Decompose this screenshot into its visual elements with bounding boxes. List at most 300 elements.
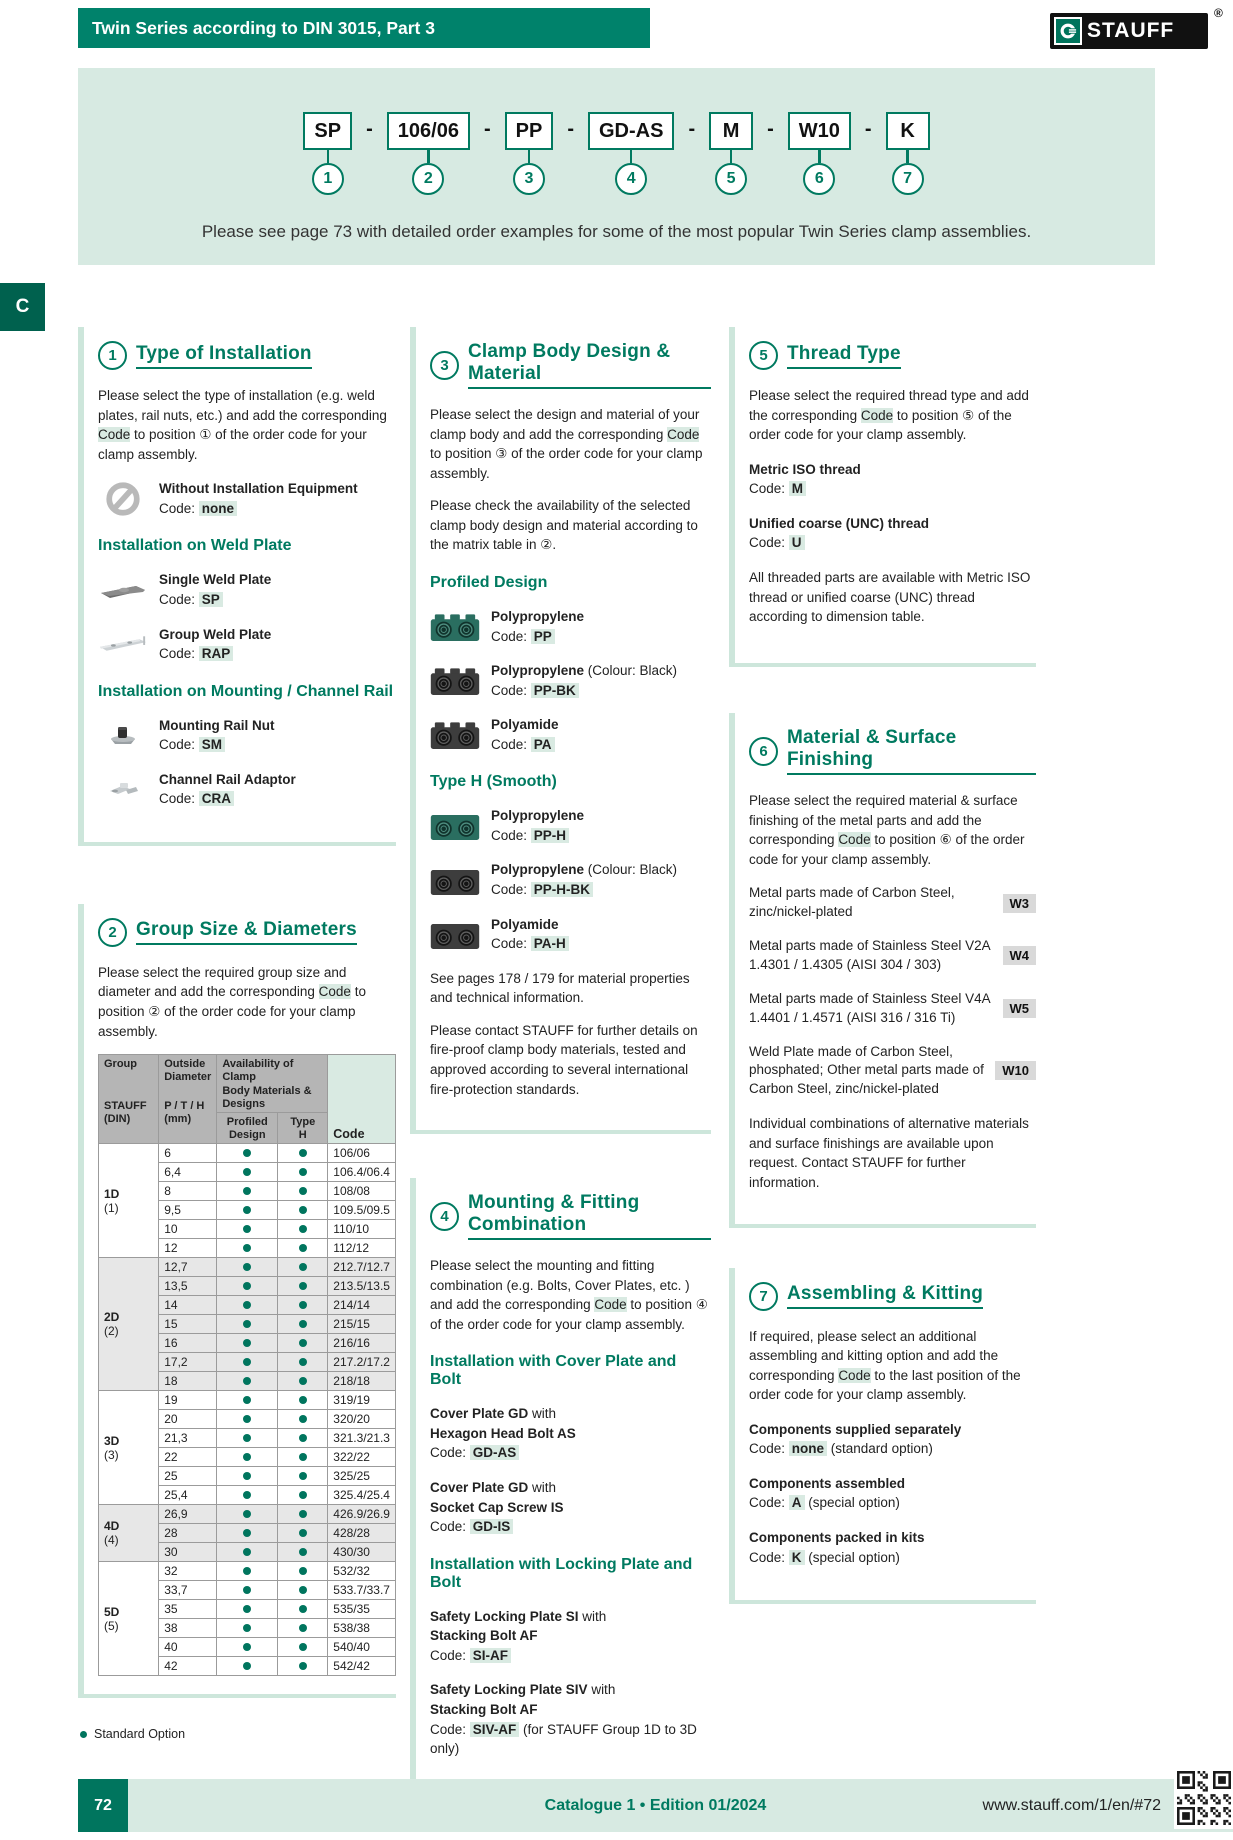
item-text <box>749 514 929 553</box>
availability-dot <box>243 1662 251 1670</box>
code-cell: 213.5/13.5 <box>328 1277 396 1296</box>
item-code-line: Code: RAP <box>159 644 271 664</box>
item-name-bold: Channel Rail Adaptor <box>159 771 296 787</box>
page-title: Twin Series according to DIN 3015, Part 3 <box>92 18 435 38</box>
order-code-box: GD-AS <box>588 112 674 150</box>
standard-option-legend <box>80 1727 185 1741</box>
material-description: Metal parts made of Stainless Steel V2A 1.4301 / 1.4305 (AISI 304 / 303) <box>749 938 990 972</box>
order-code-stem <box>327 150 330 163</box>
diameter-cell: 17,2 <box>159 1353 217 1372</box>
table-row <box>99 1505 396 1524</box>
availability-dot <box>299 1662 307 1670</box>
code-cell: 535/35 <box>328 1600 396 1619</box>
group-weld-plate-icon <box>98 634 148 654</box>
item-code-line: Code: PP-H-BK <box>491 880 677 900</box>
diameter-cell: 35 <box>159 1600 217 1619</box>
availability-dot <box>299 1567 307 1575</box>
code-word-highlight: Code <box>860 407 894 423</box>
chapter-tab: C <box>0 283 45 331</box>
paragraph: Individual combinations of alternative materials and surface finishings are available upon request. Contact STAUFF for further information. <box>749 1116 1029 1190</box>
code-word-highlight: Code <box>838 1367 871 1383</box>
paragraph: Please select the required group size and diameter and add the corresponding Code to position ② of the order code for your clamp assembly. <box>98 964 366 1039</box>
section-body <box>749 791 1036 1193</box>
section-body <box>749 386 1036 627</box>
diameter-cell: 32 <box>159 1562 217 1581</box>
profiled-availability-cell <box>217 1220 278 1239</box>
type-h-availability-cell <box>278 1353 328 1372</box>
item-name <box>491 806 584 826</box>
item-code: CRA <box>199 791 234 806</box>
item-code: M <box>789 481 806 496</box>
item-name <box>159 570 271 590</box>
code-word-highlight: Code <box>318 984 351 1000</box>
column-3 <box>729 327 1036 1604</box>
availability-dot <box>243 1491 251 1499</box>
order-code-separator: - <box>567 118 574 140</box>
item-code-line: Code: PA <box>491 735 559 755</box>
paragraph: If required, please select an additional assembling and kitting option and add the corresponding Code to the last position of the order code for your clamp assembly. <box>749 1328 1021 1403</box>
item-text <box>159 770 296 809</box>
availability-dot <box>299 1643 307 1651</box>
subheading: Profiled Design <box>430 573 548 591</box>
order-code-box: SP <box>303 112 352 150</box>
code-cell: 540/40 <box>328 1638 396 1657</box>
availability-dot <box>299 1510 307 1518</box>
profiled-availability-cell <box>217 1296 278 1315</box>
table-row <box>99 1144 396 1163</box>
diameter-cell: 8 <box>159 1182 217 1201</box>
profiled-availability-cell <box>217 1657 278 1676</box>
clamp-green-smooth-icon <box>430 809 480 842</box>
section-title: Type of Installation <box>136 343 312 369</box>
availability-dot <box>299 1586 307 1594</box>
diameter-cell: 12,7 <box>159 1258 217 1277</box>
profiled-availability-cell <box>217 1334 278 1353</box>
section-title: Clamp Body Design & Material <box>468 341 711 389</box>
header-group: Group STAUFF (DIN) <box>99 1055 159 1144</box>
legend-label: Standard Option <box>94 1727 186 1741</box>
item-code: RAP <box>199 646 234 661</box>
stauff-logo-icon <box>1054 17 1082 45</box>
code-cell: 428/28 <box>328 1524 396 1543</box>
item-text <box>749 460 861 499</box>
item-code-line: Code: PP-BK <box>491 681 677 701</box>
diameter-cell: 33,7 <box>159 1581 217 1600</box>
diameter-cell: 9,5 <box>159 1201 217 1220</box>
order-code-stem <box>427 150 430 163</box>
diameter-cell: 12 <box>159 1239 217 1258</box>
item-name: Polypropylene (Colour: Black) <box>491 862 678 878</box>
section-number-icon: 7 <box>749 1282 778 1311</box>
availability-dot <box>243 1624 251 1632</box>
item-text <box>159 625 271 664</box>
availability-dot <box>299 1149 307 1157</box>
stauff-logo <box>1050 13 1208 49</box>
availability-dot <box>299 1605 307 1613</box>
header-outside-diameter: Outside Diameter P / T / H (mm) <box>159 1055 217 1144</box>
item-code: SM <box>199 737 225 752</box>
item-code: SIV-AF <box>470 1722 520 1737</box>
availability-dot <box>243 1453 251 1461</box>
material-finishing-row <box>749 1043 1036 1100</box>
item-code-line: Code: GD-IS <box>430 1517 564 1537</box>
paragraph: Please select the design and material of your clamp body and add the corresponding Code to position ③ of the order code for your clamp assembly. <box>430 407 703 481</box>
diameter-cell: 15 <box>159 1315 217 1334</box>
item-name: Cover Plate GD with <box>430 1406 557 1422</box>
catalog-item <box>98 770 396 809</box>
diameter-cell: 18 <box>159 1372 217 1391</box>
profiled-availability-cell <box>217 1258 278 1277</box>
section-title: Group Size & Diameters <box>136 919 357 945</box>
availability-dot <box>243 1529 251 1537</box>
paragraph: Please select the required material & surface finishing of the metal parts and add the corresponding Code to position ⑥ of the order code for your clamp assembly. <box>749 793 1025 867</box>
item-code-line: Code: none <box>159 499 358 519</box>
order-code-segment <box>788 112 851 195</box>
type-h-availability-cell <box>278 1448 328 1467</box>
code-cell: 321.3/21.3 <box>328 1429 396 1448</box>
availability-dot <box>243 1548 251 1556</box>
clamp-black-smooth-icon <box>430 864 480 897</box>
order-code-stem <box>730 150 733 163</box>
profiled-availability-cell <box>217 1315 278 1334</box>
material-description: Weld Plate made of Carbon Steel, phosphated; Other metal parts made of Carbon Steel, zinc/nickel-plated <box>749 1043 984 1097</box>
section-number-icon: 2 <box>98 918 127 947</box>
profiled-availability-cell <box>217 1163 278 1182</box>
code-cell: 325.4/25.4 <box>328 1486 396 1505</box>
material-description: Metal parts made of Stainless Steel V4A 1.4401 / 1.4571 (AISI 316 / 316 Ti) <box>749 990 990 1025</box>
availability-dot <box>299 1168 307 1176</box>
item-code: none <box>199 501 237 516</box>
item-text <box>159 570 271 609</box>
diameter-cell: 21,3 <box>159 1429 217 1448</box>
availability-dot <box>243 1510 251 1518</box>
code-cell: 216/16 <box>328 1334 396 1353</box>
type-h-availability-cell <box>278 1220 328 1239</box>
brand-name: STAUFF <box>1087 19 1175 42</box>
section-heading <box>430 1192 711 1240</box>
item-name <box>749 514 929 534</box>
item-code-line: Code: PP <box>491 627 584 647</box>
code-cell: 106/06 <box>328 1144 396 1163</box>
item-name <box>430 1498 564 1518</box>
section-clamp-body-design-material <box>410 327 711 1134</box>
profiled-availability-cell <box>217 1429 278 1448</box>
type-h-availability-cell <box>278 1391 328 1410</box>
item-name <box>749 1474 905 1494</box>
order-code-separator: - <box>767 118 774 140</box>
type-h-availability-cell <box>278 1334 328 1353</box>
profiled-availability-cell <box>217 1391 278 1410</box>
profiled-availability-cell <box>217 1600 278 1619</box>
subheading: Installation on Weld Plate <box>98 537 292 555</box>
item-code: PA <box>531 737 555 752</box>
item-text <box>749 1420 961 1459</box>
item-code-note: (special option) <box>804 1549 900 1565</box>
type-h-availability-cell <box>278 1182 328 1201</box>
material-finishing-row <box>749 884 1036 922</box>
item-code-line: Code: none (standard option) <box>749 1441 933 1457</box>
catalog-item <box>430 1607 711 1666</box>
availability-dot <box>299 1358 307 1366</box>
section-number-icon: 5 <box>749 341 778 370</box>
diameter-cell: 6,4 <box>159 1163 217 1182</box>
type-h-availability-cell <box>278 1638 328 1657</box>
order-code-separator: - <box>483 118 491 140</box>
section-assembling-kitting <box>729 1268 1036 1605</box>
item-code-line: Code: M <box>749 479 861 499</box>
order-code-position-circle: 2 <box>412 163 444 195</box>
section-heading <box>98 341 396 370</box>
item-name: Polypropylene (Colour: Black) <box>491 663 678 679</box>
paragraph: Please check the availability of the selected clamp body design and material according to the matrix table in ②. <box>430 498 698 553</box>
catalog-item <box>98 625 396 664</box>
order-code-separator: - <box>366 118 373 140</box>
item-code-line: Code: GD-AS <box>430 1443 576 1463</box>
material-description: Metal parts made of Carbon Steel, zinc/nickel-plated <box>749 885 955 920</box>
diameter-cell: 10 <box>159 1220 217 1239</box>
column-2 <box>410 327 711 1796</box>
section-number-icon: 1 <box>98 341 127 370</box>
code-cell: 322/22 <box>328 1448 396 1467</box>
availability-dot <box>299 1339 307 1347</box>
availability-dot <box>243 1434 251 1442</box>
availability-dot <box>299 1472 307 1480</box>
type-h-availability-cell <box>278 1619 328 1638</box>
item-text <box>430 1404 576 1463</box>
item-code: PP-H-BK <box>531 882 593 897</box>
group-cell: 2D (2) <box>99 1258 159 1391</box>
order-code-position-circle: 4 <box>615 163 647 195</box>
code-cell: 532/32 <box>328 1562 396 1581</box>
availability-dot <box>243 1263 251 1271</box>
channel-rail-adaptor-icon <box>98 778 148 800</box>
item-name <box>159 770 296 790</box>
diameter-cell: 13,5 <box>159 1277 217 1296</box>
qr-code <box>1174 1767 1233 1829</box>
section-body <box>749 1327 1036 1568</box>
availability-dot <box>299 1548 307 1556</box>
paragraph: Please select the mounting and fitting combination (e.g. Bolts, Cover Plates, etc. ) and add the corresponding Code to position ④ of the order code for your clamp assembly. <box>430 1258 708 1332</box>
item-name <box>491 915 569 935</box>
item-name-bold: Cover Plate GD <box>430 1480 529 1495</box>
order-code-box: 106/06 <box>387 112 470 150</box>
profiled-availability-cell <box>217 1467 278 1486</box>
availability-dot <box>299 1187 307 1195</box>
registered-trademark: ® <box>1214 6 1223 20</box>
code-cell: 542/42 <box>328 1657 396 1676</box>
diameter-cell: 16 <box>159 1334 217 1353</box>
catalog-item <box>98 716 396 755</box>
catalog-item <box>430 1404 711 1463</box>
item-name-bold: Metric ISO thread <box>749 461 861 477</box>
availability-dot <box>243 1643 251 1651</box>
section-heading <box>749 341 1036 370</box>
item-code: GD-IS <box>470 1519 514 1534</box>
section-heading <box>749 727 1036 775</box>
catalog-item <box>749 1474 1036 1513</box>
code-cell: 426.9/26.9 <box>328 1505 396 1524</box>
item-name-bold: Components packed in kits <box>749 1530 925 1546</box>
paragraph: Please select the type of installation (e.g. weld plates, rail nuts, etc.) and add the corresponding Code to position ① of the order code for your clamp assembly. <box>98 388 387 462</box>
item-text <box>491 661 677 700</box>
order-code-segment <box>303 112 352 195</box>
item-code: PA-H <box>531 936 569 951</box>
type-h-availability-cell <box>278 1163 328 1182</box>
availability-dot <box>299 1377 307 1385</box>
code-cell: 319/19 <box>328 1391 396 1410</box>
item-code: PP <box>531 629 555 644</box>
type-h-availability-cell <box>278 1486 328 1505</box>
section-material-surface-finishing <box>729 713 1036 1228</box>
type-h-availability-cell <box>278 1543 328 1562</box>
item-name <box>491 715 559 735</box>
item-code-line: Code: SI-AF <box>430 1646 606 1666</box>
availability-dot <box>243 1339 251 1347</box>
type-h-availability-cell <box>278 1657 328 1676</box>
catalog-item <box>749 460 1036 499</box>
catalog-item <box>749 1528 1036 1567</box>
availability-dot <box>299 1320 307 1328</box>
item-name-bold: Components assembled <box>749 1475 906 1491</box>
section-number-icon: 6 <box>749 737 778 766</box>
code-cell: 109.5/09.5 <box>328 1201 396 1220</box>
item-name-bold: Polypropylene <box>491 663 585 679</box>
item-name-bold: Stacking Bolt AF <box>430 1628 538 1644</box>
availability-dot <box>299 1491 307 1499</box>
item-name-bold: Components supplied separately <box>749 1421 962 1437</box>
order-code-segment <box>709 112 753 195</box>
subheading: Installation with Cover Plate and Bolt <box>430 1353 677 1389</box>
item-name <box>749 1420 961 1440</box>
code-cell: 218/18 <box>328 1372 396 1391</box>
paragraph: All threaded parts are available with Metric ISO thread or unified coarse (UNC) thread according to dimension table. <box>749 569 1031 625</box>
item-code-note: (special option) <box>804 1495 900 1511</box>
item-code: A <box>789 1495 805 1510</box>
diameter-cell: 14 <box>159 1296 217 1315</box>
group-size-table <box>98 1054 396 1676</box>
finishing-code-badge: W5 <box>1003 999 1037 1018</box>
order-code-box: K <box>886 112 930 150</box>
item-code: PP-BK <box>531 683 579 698</box>
catalog-item <box>98 479 396 518</box>
catalogue-edition: Catalogue 1 • Edition 01/2024 <box>544 1796 767 1814</box>
clamp-black-profiled-icon <box>430 664 480 697</box>
type-h-availability-cell <box>278 1524 328 1543</box>
section-title: Assembling & Kitting <box>787 1283 983 1309</box>
profiled-availability-cell <box>217 1201 278 1220</box>
section-heading <box>430 341 711 389</box>
section-body <box>98 386 396 809</box>
section-number-icon: 3 <box>430 351 459 380</box>
profiled-availability-cell <box>217 1353 278 1372</box>
item-name <box>159 625 271 645</box>
code-cell: 112/12 <box>328 1239 396 1258</box>
availability-dot <box>243 1377 251 1385</box>
diameter-cell: 40 <box>159 1638 217 1657</box>
section-body <box>430 405 711 1099</box>
type-h-availability-cell <box>278 1410 328 1429</box>
order-code-panel <box>78 68 1155 265</box>
order-code-segment <box>886 112 930 195</box>
table-row <box>99 1258 396 1277</box>
item-name-bold: Polyamide <box>491 916 559 932</box>
profiled-availability-cell <box>217 1505 278 1524</box>
mounting-rail-nut-icon <box>98 723 148 747</box>
item-code-line: Code: PA-H <box>491 934 569 954</box>
catalog-item <box>430 1680 711 1758</box>
profiled-availability-cell <box>217 1581 278 1600</box>
section-group-size-diameters <box>78 904 396 1698</box>
clamp-black-profiled-icon <box>430 718 480 751</box>
item-name-bold: Cover Plate GD <box>430 1406 529 1422</box>
availability-dot <box>299 1282 307 1290</box>
item-name-bold: Safety Locking Plate SI <box>430 1608 579 1624</box>
code-cell: 106.4/06.4 <box>328 1163 396 1182</box>
table-row <box>99 1391 396 1410</box>
no-installation-icon <box>98 480 148 518</box>
type-h-availability-cell <box>278 1600 328 1619</box>
group-cell: 5D (5) <box>99 1562 159 1676</box>
availability-dot <box>243 1225 251 1233</box>
subheading: Installation on Mounting / Channel Rail <box>98 682 394 700</box>
item-text <box>430 1607 606 1666</box>
item-code: U <box>789 535 805 550</box>
type-h-availability-cell <box>278 1505 328 1524</box>
catalog-item <box>749 514 1036 553</box>
item-text <box>430 1680 711 1758</box>
availability-dot <box>243 1472 251 1480</box>
item-name <box>159 716 274 736</box>
profiled-availability-cell <box>217 1448 278 1467</box>
diameter-cell: 25,4 <box>159 1486 217 1505</box>
order-code-position-circle: 6 <box>803 163 835 195</box>
type-h-availability-cell <box>278 1562 328 1581</box>
item-text <box>749 1528 925 1567</box>
diameter-cell: 38 <box>159 1619 217 1638</box>
catalog-item <box>98 570 396 609</box>
profiled-availability-cell <box>217 1182 278 1201</box>
availability-dot <box>243 1586 251 1594</box>
section-body <box>98 963 396 1676</box>
availability-dot <box>243 1149 251 1157</box>
type-h-availability-cell <box>278 1372 328 1391</box>
order-code-stem <box>818 150 821 163</box>
code-cell: 108/08 <box>328 1182 396 1201</box>
page-title-bar <box>78 8 650 48</box>
paragraph: Please contact STAUFF for further details on fire-proof clamp body materials, tested and approved according to several international fire-protection standards. <box>430 1022 698 1097</box>
item-name-bold: Polypropylene <box>491 808 585 824</box>
order-code-box: PP <box>505 112 554 150</box>
section-number-icon: 4 <box>430 1202 459 1231</box>
code-word-highlight: Code <box>594 1297 627 1313</box>
catalog-item <box>430 860 711 899</box>
finishing-code-badge: W10 <box>995 1061 1036 1080</box>
finishing-code-badge: W4 <box>1003 946 1037 965</box>
item-name: Safety Locking Plate SIV with <box>430 1682 616 1698</box>
section-title: Mounting & Fitting Combination <box>468 1192 711 1240</box>
clamp-black-smooth-icon <box>430 918 480 951</box>
order-code-stem <box>528 150 531 163</box>
availability-dot <box>299 1206 307 1214</box>
code-word-highlight: Code <box>98 427 131 443</box>
order-code-row <box>78 68 1155 195</box>
header-availability: Availability of Clamp Body Materials & Designs <box>217 1055 328 1113</box>
code-cell: 215/15 <box>328 1315 396 1334</box>
code-cell: 538/38 <box>328 1619 396 1638</box>
diameter-cell: 22 <box>159 1448 217 1467</box>
profiled-availability-cell <box>217 1543 278 1562</box>
footer-url: www.stauff.com/1/en/#72 <box>982 1796 1161 1814</box>
